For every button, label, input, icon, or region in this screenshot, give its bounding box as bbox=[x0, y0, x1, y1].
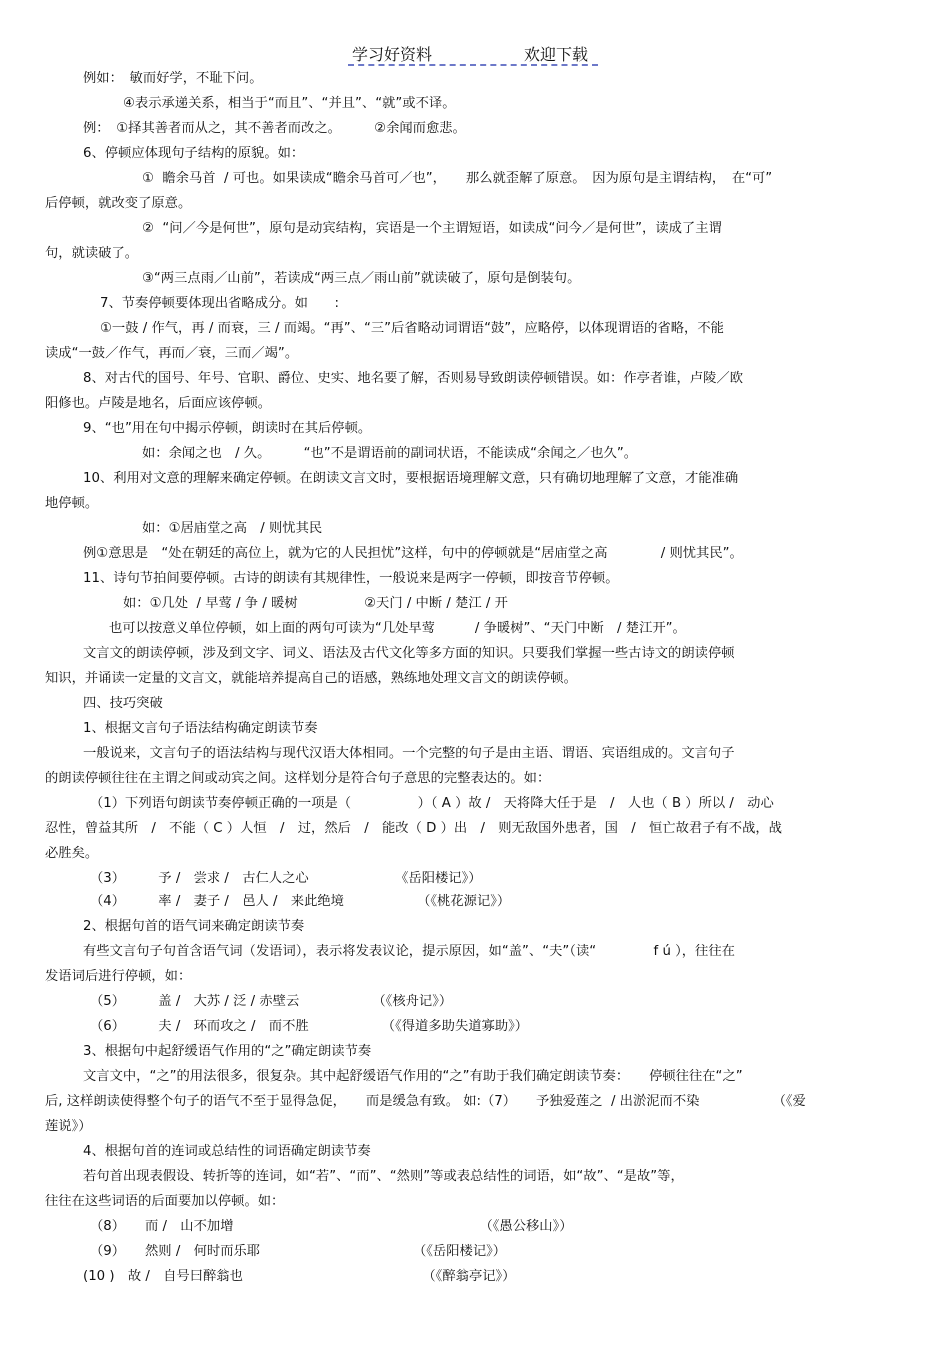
text-line: 8、对古代的国号、年号、官职、爵位、史实、地名要了解，否则易导致朗读停顿错误。如：作亭者谁，卢陵／欧 bbox=[83, 371, 744, 386]
text-line: 句，就读破了。 bbox=[45, 246, 139, 261]
text-line: 例如： 敏而好学，不耻下问。 bbox=[83, 71, 263, 86]
text-line: 文言文的朗读停顿，涉及到文字、词义、语法及古代文化等多方面的知识。只要我们掌握一些古诗文的朗读停顿 bbox=[83, 646, 735, 661]
text-line: 若句首出现表假设、转折等的连词，如“若”、“而”、“然则”等或表总结性的词语，如“故”、“是故”等， bbox=[83, 1169, 684, 1184]
text-line: （3） 予 / 尝求 / 古仁人之心 《岳阳楼记》） bbox=[90, 871, 482, 886]
text-line: 必胜矣。 bbox=[45, 846, 99, 861]
text-line: 后停顿，就改变了原意。 bbox=[45, 196, 192, 211]
text-line: 9、“也”用在句中揭示停顿，朗读时在其后停顿。 bbox=[83, 421, 372, 436]
header-dashed-rule bbox=[348, 64, 598, 66]
text-line: 后, 这样朗读使得整个句子的语气不至于显得急促， 而是缓急有致。 如:（7） 予独爱莲之 / 出淤泥而不染 （《爱 bbox=[45, 1094, 806, 1109]
text-line: （6） 夫 / 环而攻之 / 而不胜 （《得道多助失道寡助》） bbox=[90, 1019, 529, 1034]
text-line: 知识，并诵读一定量的文言文，就能培养提高自己的语感，熟练地处理文言文的朗读停顿。 bbox=[45, 671, 577, 686]
text-line: 有些文言句子句首含语气词（发语词），表示将发表议论，提示原因，如“盖”、“夫”（读“ f ú ），往往在 bbox=[83, 944, 735, 959]
text-line: 如：①居庙堂之高 / 则忧其民 bbox=[142, 521, 323, 536]
text-line: （9） 然则 / 何时而乐耶 （《岳阳楼记》） bbox=[90, 1244, 507, 1259]
text-line: 四、技巧突破 bbox=[83, 696, 163, 711]
text-line: 地停顿。 bbox=[45, 496, 99, 511]
header-right-text: 欢迎下载 bbox=[524, 45, 589, 64]
text-line: 3、根据句中起舒缓语气作用的“之”确定朗读节奏 bbox=[83, 1044, 372, 1059]
text-line: 10、利用对文意的理解来确定停顿。在朗读文言文时，要根据语境理解文意，只有确切地理解了文意，才能准确 bbox=[83, 471, 739, 486]
text-line: 忍性，曾益其所 / 不能（ C ）人恒 / 过，然后 / 能改（ D ）出 / 则无敌国外患者，国 / 恒亡故君子有不战，战 bbox=[45, 821, 782, 836]
text-line: （8） 而 / 山不加增 （《愚公移山》） bbox=[90, 1219, 573, 1234]
text-line: 阳修也。卢陵是地名，后面应该停顿。 bbox=[45, 396, 272, 411]
text-line: 6、停顿应体现句子结构的原貌。如： bbox=[83, 146, 305, 161]
text-line: 莲说》） bbox=[45, 1119, 92, 1134]
text-line: 也可以按意义单位停顿，如上面的两句可读为“几处早莺 / 争暖树”、“天门中断 / 楚江开”。 bbox=[109, 621, 686, 636]
text-line: ④表示承递关系，相当于“而且”、“并且”、“就”或不译。 bbox=[123, 96, 456, 111]
text-line: ①一鼓 / 作气，再 / 而衰，三 / 而竭。“再”、“三”后省略动词谓语“鼓”，应略停，以体现谓语的省略，不能 bbox=[100, 321, 724, 336]
text-line: 读成“一鼓／作气，再而／衰，三而／竭”。 bbox=[45, 346, 299, 361]
text-line: 7、节奏停顿要体现出省略成分。如 : bbox=[100, 296, 339, 311]
text-line: 如：余闻之也 / 久。 “也”不是谓语前的副词状语，不能读成“余闻之／也久”。 bbox=[142, 446, 638, 461]
text-line: 4、根据句首的连词或总结性的词语确定朗读节奏 bbox=[83, 1144, 371, 1159]
text-line: 例： ①择其善者而从之，其不善者而改之。 ②余闻而愈悲。 bbox=[83, 121, 466, 136]
text-line: 11、诗句节拍间要停顿。古诗的朗读有其规律性，一般说来是两字一停顿，即按音节停顿。 bbox=[83, 571, 619, 586]
text-line: 1、根据文言句子语法结构确定朗读节奏 bbox=[83, 721, 318, 736]
text-line: ③“两三点雨／山前”，若读成“两三点／雨山前”就读破了，原句是倒装句。 bbox=[142, 271, 581, 286]
header-left-text: 学习好资料 bbox=[352, 45, 433, 64]
text-line: （4） 率 / 妻子 / 邑人 / 来此绝境 （《桃花源记》） bbox=[90, 894, 511, 909]
text-line: （5） 盖 / 大苏 / 泛 / 赤壁云 （《核舟记》） bbox=[90, 994, 453, 1009]
page-header bbox=[348, 40, 600, 66]
text-line: 如：①几处 / 早莺 / 争 / 暖树 ②天门 / 中断 / 楚江 / 开 bbox=[123, 596, 508, 611]
text-line: 文言文中，“之”的用法很多，很复杂。其中起舒缓语气作用的“之”有助于我们确定朗读节奏： 停顿往往在“之” bbox=[83, 1069, 743, 1084]
text-line: (10 ) 故 / 自号曰醉翁也 （《醉翁亭记》） bbox=[83, 1269, 516, 1284]
text-line: 例①意思是 “处在朝廷的高位上，就为它的人民担忧”这样，句中的停顿就是“居庙堂之高 / 则忧其民”。 bbox=[83, 546, 743, 561]
text-line: 往往在这些词语的后面要加以停顿。如： bbox=[45, 1194, 285, 1209]
text-line: （1）下列语句朗读节奏停顿正确的一项是（ ）（ A ）故 / 天将降大任于是 / 人也（ B ）所以 / 动心 bbox=[90, 796, 774, 811]
text-line: 的朗读停顿往往在主谓之间或动宾之间。这样划分是符合句子意思的完整表达的。如： bbox=[45, 771, 551, 786]
text-line: 一般说来，文言句子的语法结构与现代汉语大体相同。一个完整的句子是由主语、谓语、宾语组成的。文言句子 bbox=[83, 746, 735, 761]
text-line: 发语词后进行停顿，如： bbox=[45, 969, 192, 984]
text-line: ② “问／今是何世”，原句是动宾结构，宾语是一个主谓短语，如读成“问今／是何世”，读成了主谓 bbox=[142, 221, 722, 236]
text-line: 2、根据句首的语气词来确定朗读节奏 bbox=[83, 919, 305, 934]
text-line: ① 瞻余马首 / 可也。如果读成“瞻余马首可／也”， 那么就歪解了原意。 因为原句是主谓结构， 在“可” bbox=[142, 171, 773, 186]
